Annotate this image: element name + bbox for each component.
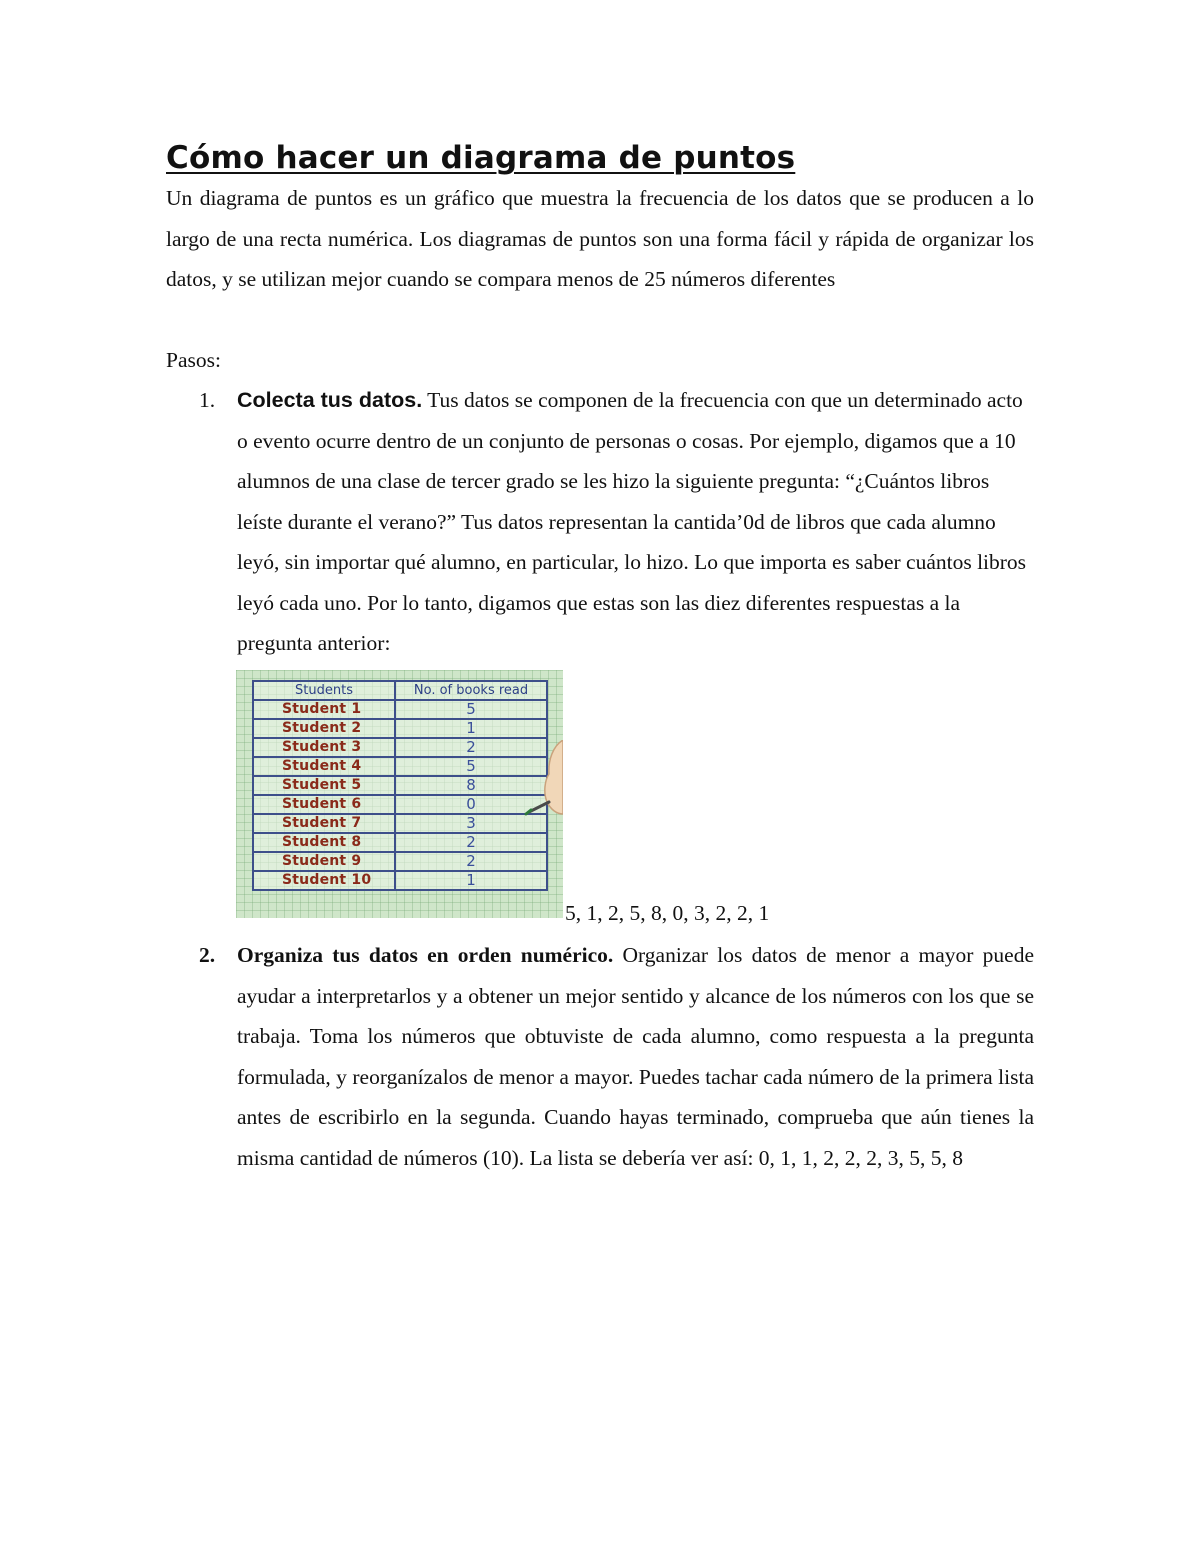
step-1 [199, 380, 1034, 664]
books-count: 1 [395, 719, 547, 738]
hand-with-pen-icon [523, 740, 563, 820]
table-row [253, 814, 547, 833]
table-row [253, 833, 547, 852]
document-title: Cómo hacer un diagrama de puntos [166, 140, 796, 176]
books-count: 2 [395, 852, 547, 871]
books-count: 0 [395, 795, 547, 814]
step-2-heading: Organiza tus datos en orden numérico. [237, 943, 614, 967]
books-read-table-image [236, 670, 563, 918]
step-1-number: 1. [199, 388, 216, 412]
books-count: 8 [395, 776, 547, 795]
collected-data-list: 5, 1, 2, 5, 8, 0, 3, 2, 2, 1 [565, 901, 770, 925]
step-2-body: Organizar los datos de menor a mayor puede ayudar a interpretarlos y a obtener un mejor sentido y alcance de los números con los que se trabaja. Toma los números que obtuviste de cada alumno, como respuesta a la pregunta formulada, y reorganízalos de menor a mayor. Puedes tachar cada número de la primera lista antes de escribirlo en la segunda. Cuando hayas terminado, comprueba que aún tienes la misma cantidad de números (10). La lista se debería ver así: 0, 1, 1, 2, 2, 2, 3, 5, 5, 8 [237, 943, 1034, 1170]
books-count: 3 [395, 814, 547, 833]
table-row [253, 719, 547, 738]
table-row [253, 757, 547, 776]
intro-paragraph: Un diagrama de puntos es un gráfico que muestra la frecuencia de los datos que se producen a lo largo de una recta numérica. Los diagramas de puntos son una forma fácil y rápida de organizar los datos, y se utilizan mejor cuando se compara menos de 25 números diferentes [166, 186, 1034, 291]
step-2 [199, 935, 1034, 1178]
table-header-students: Students [253, 681, 395, 700]
table-row [253, 852, 547, 871]
books-count: 2 [395, 738, 547, 757]
table-row [253, 776, 547, 795]
student-name: Student 9 [253, 852, 395, 871]
books-read-table [252, 680, 548, 891]
step-1-body: Tus datos se componen de la frecuencia con que un determinado acto o evento ocurre dentro de un conjunto de personas o cosas. Por ejemplo, digamos que a 10 alumnos de una clase de tercer grado se les hizo la siguiente pregunta: “¿Cuántos libros leíste durante el verano?” Tus datos representan la cantida’0d de libros que cada alumno leyó, sin importar qué alumno, en particular, lo hizo. Lo que importa es saber cuántos libros leyó cada uno. Por lo tanto, digamos que estas son las diez diferentes respuestas a la pregunta anterior: [237, 388, 1027, 655]
student-name: Student 8 [253, 833, 395, 852]
table-row [253, 871, 547, 890]
table-row [253, 700, 547, 719]
books-count: 5 [395, 757, 547, 776]
student-name: Student 3 [253, 738, 395, 757]
student-name: Student 5 [253, 776, 395, 795]
student-name: Student 2 [253, 719, 395, 738]
step-1-heading: Colecta tus datos. [237, 388, 423, 412]
books-count: 1 [395, 871, 547, 890]
table-header-books: No. of books read [395, 681, 547, 700]
table-row [253, 795, 547, 814]
student-name: Student 6 [253, 795, 395, 814]
student-name: Student 10 [253, 871, 395, 890]
student-name: Student 7 [253, 814, 395, 833]
books-count: 2 [395, 833, 547, 852]
steps-label: Pasos: [166, 348, 221, 372]
step-2-number: 2. [199, 943, 216, 967]
student-name: Student 4 [253, 757, 395, 776]
books-count: 5 [395, 700, 547, 719]
table-header-row [253, 681, 547, 700]
student-name: Student 1 [253, 700, 395, 719]
table-row [253, 738, 547, 757]
